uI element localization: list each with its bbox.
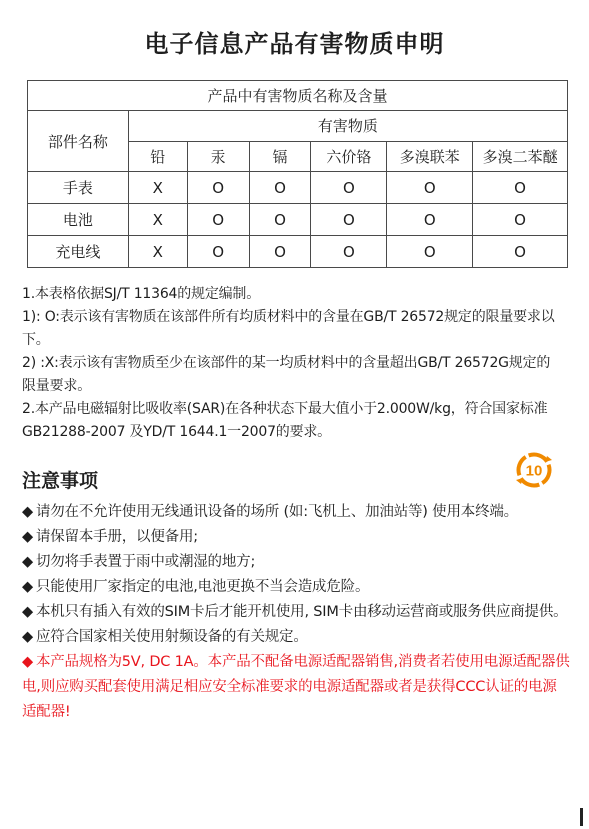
value-cell: O (311, 204, 387, 236)
precautions-list (22, 500, 570, 725)
list-item (22, 600, 570, 625)
table-caption: 产品中有害物质名称及含量 (28, 81, 568, 111)
list-item-text: 只能使用厂家指定的电池,电池更换不当会造成危险。 (35, 579, 370, 595)
note-text: 1): O:表示该有害物质在该部件所有均质材料中的含量在GB/T 26572规定的限量要求以下。 (22, 309, 555, 348)
value-cell: O (473, 172, 568, 204)
value-cell: O (473, 236, 568, 268)
column-header: 六价铬 (311, 141, 387, 172)
column-header: 汞 (187, 141, 249, 172)
note-text: 2.本产品电磁辐射比吸收率(SAR)在各种状态下最大值小于2.000W/kg，符合国家标准GB21288-2007 及YD/T 1644.1一2007的要求。 (22, 401, 548, 440)
diamond-bullet-icon: ◆ (22, 554, 33, 570)
column-header: 铅 (128, 141, 187, 172)
value-cell: O (387, 172, 473, 204)
list-item-text: 请保留本手册，以便备用; (35, 529, 198, 545)
column-header: 多溴二苯醚 (473, 141, 568, 172)
part-cell: 手表 (28, 172, 129, 204)
power-adapter-warning (22, 650, 570, 725)
precautions-heading: 注意事项 (22, 470, 99, 492)
diamond-bullet-icon: ◆ (22, 529, 33, 545)
note-text: 1.本表格依据SJ/T 11364的规定编制。 (22, 286, 261, 302)
value-cell: O (187, 204, 249, 236)
list-item (22, 550, 570, 575)
value-cell: O (249, 236, 311, 268)
column-header: 多溴联苯 (387, 141, 473, 172)
list-item-text: 应符合国家相关使用射频设备的有关规定。 (35, 629, 308, 645)
hazardous-substance-table (27, 80, 568, 268)
part-name-header: 部件名称 (28, 111, 129, 172)
page-edge-mark (580, 808, 583, 826)
table-notes (22, 283, 562, 444)
diamond-bullet-icon: ◆ (22, 654, 33, 670)
list-item-text: 切勿将手表置于雨中或潮湿的地方; (35, 554, 256, 570)
logo-number: 10 (525, 462, 543, 480)
environmental-protection-use-period-icon (514, 450, 554, 490)
diamond-bullet-icon: ◆ (22, 604, 33, 620)
table-row (28, 172, 568, 204)
table-row (28, 236, 568, 268)
warning-text: 本产品规格为5V, DC 1A。本产品不配备电源适配器销售,消费者若使用电源适配器供电,则应购买配套使用满足相应安全标准要求的电源适配器或者是获得CCC认证的电源适配器! (22, 654, 570, 720)
value-cell: O (249, 172, 311, 204)
value-cell: O (187, 172, 249, 204)
substance-header: 有害物质 (128, 111, 567, 142)
table-row (28, 204, 568, 236)
value-cell: O (387, 204, 473, 236)
value-cell: X (128, 172, 187, 204)
value-cell: O (311, 172, 387, 204)
list-item-text: 请勿在不允许使用无线通讯设备的场所 (如:飞机上、加油站等) 使用本终端。 (35, 504, 518, 520)
value-cell: O (249, 204, 311, 236)
list-item (22, 625, 570, 650)
part-cell: 电池 (28, 204, 129, 236)
note-text: 2) :X:表示该有害物质至少在该部件的某一均质材料中的含量超出GB/T 26572G规定的限量要求。 (22, 355, 551, 394)
value-cell: O (387, 236, 473, 268)
value-cell: X (128, 204, 187, 236)
diamond-bullet-icon: ◆ (22, 629, 33, 645)
list-item (22, 575, 570, 600)
diamond-bullet-icon: ◆ (22, 504, 33, 520)
value-cell: X (128, 236, 187, 268)
list-item (22, 500, 570, 525)
list-item-text: 本机只有插入有效的SIM卡后才能开机使用, SIM卡由移动运营商或服务供应商提供。 (35, 604, 568, 620)
value-cell: O (473, 204, 568, 236)
column-header: 镉 (249, 141, 311, 172)
diamond-bullet-icon: ◆ (22, 579, 33, 595)
part-cell: 充电线 (28, 236, 129, 268)
value-cell: O (187, 236, 249, 268)
value-cell: O (311, 236, 387, 268)
list-item (22, 525, 570, 550)
page-title: 电子信息产品有害物质申明 (144, 30, 445, 58)
